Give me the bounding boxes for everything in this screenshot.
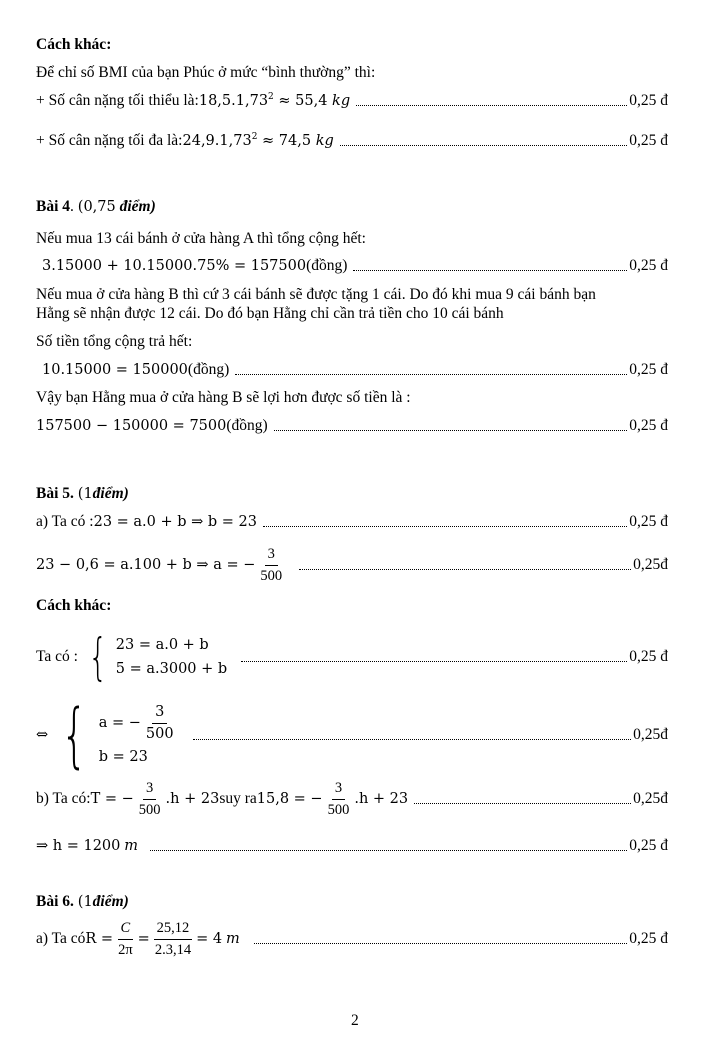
fraction: $\frac{3}{500}$ <box>260 546 283 584</box>
bai6-a-line: a) Ta có R = $\frac{C}{2\pi}$ = $\frac{25,12}{2.3,14}$ = 4 m 0,25 đ <box>36 920 668 958</box>
h-result: ⇒ h = 1200 <box>36 838 121 854</box>
score: 0,25 đ <box>629 417 668 434</box>
score: 0,25 đ <box>629 132 668 149</box>
score: 0,25đ <box>633 726 668 743</box>
fraction: $\frac{3}{500}$ <box>327 780 350 818</box>
score: 0,25 đ <box>629 513 668 530</box>
fraction: $\frac{25,12}{2.3,14}$ <box>154 920 192 958</box>
score: 0,25đ <box>633 790 668 808</box>
bai5-b-line: b) Ta có: T = − $\frac{3}{500}$ .h + 23 suy ra 15,8 = − $\frac{3}{500}$ .h + 23 0,25đ <box>36 780 668 818</box>
bai4-expr1-line <box>42 257 668 275</box>
bai4-expr1-unit: (đồng) <box>306 257 348 274</box>
score: 0,25 đ <box>629 930 668 948</box>
bai4-line1: Nếu mua 13 cái bánh ở cửa hàng A thì tổng cộng hết: <box>36 230 366 247</box>
bai5-sys-label: Ta có : <box>36 648 78 665</box>
score: 0,25 đ <box>629 361 668 378</box>
score: 0,25 đ <box>629 92 668 109</box>
score: 0,25 đ <box>629 837 668 854</box>
bai5-a-expr: 23 = a.0 + b ⇒ b = 23 <box>93 514 258 530</box>
bmi-max-expr: $24,9.1,73^2 \approx 74,5$ kg <box>182 132 334 149</box>
bai5-a2-expr: 23 − 0,6 = a.100 + b ⇒ a = − <box>36 557 256 574</box>
bai4-expr3-unit: (đồng) <box>226 417 268 434</box>
bai5-solution-line <box>36 694 668 776</box>
dot-leader <box>263 526 627 527</box>
bai6-a-label: a) Ta có <box>36 930 86 948</box>
dot-leader <box>274 430 628 431</box>
bai5-system-line <box>36 628 668 686</box>
bmi-min-label: + Số cân nặng tối thiểu là: <box>36 92 199 109</box>
bai4-line3: Số tiền tổng cộng trả hết: <box>36 333 193 350</box>
bmi-min-line <box>36 92 668 110</box>
bai5-heading: Bài 5. (1điểm) <box>36 485 129 502</box>
dot-leader <box>241 661 627 662</box>
dot-leader <box>235 374 627 375</box>
bai5-cach-khac-heading: Cách khác: <box>36 597 112 614</box>
bai4-expr2-unit: (đồng) <box>187 361 230 378</box>
equiv-symbol: ⇔ <box>36 727 49 743</box>
equation-system: { 23 = a.0 + b 5 = a.3000 + b <box>88 628 228 686</box>
bai4-expr2-line <box>42 361 668 379</box>
dot-leader <box>340 145 627 146</box>
bmi-max-label: + Số cân nặng tối đa là: <box>36 132 183 149</box>
score: 0,25đ <box>633 556 668 574</box>
bmi-min-expr: $18,5.1,73^2 \approx 55,4$ kg <box>198 92 351 109</box>
bai5-a-label: a) Ta có : <box>36 513 94 530</box>
dot-leader <box>299 569 631 570</box>
bmi-intro: Để chỉ số BMI của bạn Phúc ở mức “bình thường” thì: <box>36 64 376 81</box>
dot-leader <box>193 739 632 740</box>
bai5-b-label: b) Ta có: <box>36 790 91 808</box>
score: 0,25 đ <box>629 257 668 274</box>
bai5-a2-line <box>36 546 668 584</box>
bai5-a-line <box>36 513 668 531</box>
bmi-max-line <box>36 132 668 150</box>
score: 0,25 đ <box>629 648 668 665</box>
dot-leader <box>353 270 627 271</box>
cach-khac-heading: Cách khác: <box>36 36 112 53</box>
bai4-heading: Bài 4. (0,75 điểm) <box>36 198 156 215</box>
dot-leader <box>150 850 627 851</box>
dot-leader <box>254 943 628 944</box>
bai4-expr3-line <box>36 417 668 435</box>
bai4-line4: Vậy bạn Hằng mua ở cửa hàng B sẽ lợi hơn được số tiền là : <box>36 389 411 406</box>
solution-system: { a = − $\frac{3}{500}$ b = 23 <box>61 694 174 776</box>
bai4-line2a: Nếu mua ở cửa hàng B thì cứ 3 cái bánh sẽ được tặng 1 cái. Do đó khi mua 9 cái bánh bạn <box>36 286 596 303</box>
dot-leader <box>356 105 627 106</box>
page-number: 2 <box>351 1012 359 1029</box>
dot-leader <box>414 803 631 804</box>
bai4-expr1: 3.15000 + 10.15000.75% = 157500 <box>42 258 307 274</box>
bai6-heading: Bài 6. (1điểm) <box>36 893 129 910</box>
bai4-expr2: 10.15000 = 150000 <box>42 362 188 378</box>
fraction: $\frac{C}{2\pi}$ <box>118 920 133 958</box>
bai5-h-line: ⇒ h = 1200 m 0,25 đ <box>36 837 668 854</box>
bai4-line2b: Hằng sẽ nhận được 12 cái. Do đó bạn Hằng chỉ cần trả tiền cho 10 cái bánh <box>36 305 504 322</box>
fraction: $\frac{3}{500}$ <box>138 780 161 818</box>
bai4-expr3: 157500 − 150000 = 7500 <box>36 418 227 434</box>
